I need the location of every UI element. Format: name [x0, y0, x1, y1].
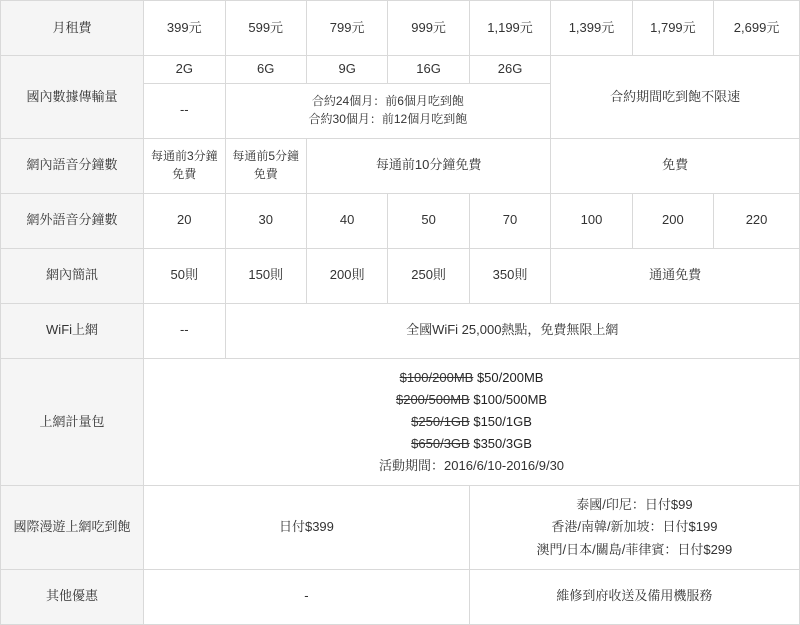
table-row: [1, 193, 800, 248]
row-label-wifi: WiFi上網: [1, 303, 144, 358]
offnet-voice-20: 20: [144, 193, 225, 248]
offnet-voice-200: 200: [632, 193, 713, 248]
table-row: [1, 1, 800, 56]
row-label-onnet-voice: 網內語音分鐘數: [1, 138, 144, 193]
data-quota-2g: 2G: [144, 56, 225, 84]
onnet-voice-free: 免費: [551, 138, 800, 193]
row-label-onnet-sms: 網內簡訊: [1, 248, 144, 303]
row-label-data-packages: 上網計量包: [1, 358, 144, 485]
package-line-500mb: [148, 389, 795, 411]
offnet-voice-50: 50: [388, 193, 469, 248]
data-packages-cell: [144, 358, 800, 485]
table-row: [1, 486, 800, 569]
package-new-price-500mb: $100/500MB: [473, 391, 548, 407]
monthly-fee-999: 999元: [388, 1, 469, 56]
table-row: [1, 303, 800, 358]
package-old-price-500mb: $200/500MB: [395, 391, 470, 407]
wifi-dash: --: [144, 303, 225, 358]
table-row: [1, 248, 800, 303]
monthly-fee-1799: 1,799元: [632, 1, 713, 56]
package-new-price-200mb: $50/200MB: [476, 369, 544, 385]
data-unlimited-note: 合約期間吃到飽不限速: [551, 56, 800, 139]
row-label-monthly-fee: 月租費: [1, 1, 144, 56]
package-line-1gb: [148, 411, 795, 433]
roaming-right-prices: [469, 486, 799, 569]
monthly-fee-1399: 1,399元: [551, 1, 632, 56]
package-line-3gb: [148, 433, 795, 455]
data-quota-9g: 9G: [306, 56, 387, 84]
package-old-price-200mb: $100/200MB: [399, 369, 474, 385]
onnet-voice-10min: 每通前10分鐘免費: [306, 138, 550, 193]
offnet-voice-40: 40: [306, 193, 387, 248]
monthly-fee-599: 599元: [225, 1, 306, 56]
package-new-price-3gb: $350/3GB: [473, 436, 532, 452]
offnet-voice-220: 220: [714, 193, 800, 248]
data-note-dash: --: [144, 83, 225, 138]
roaming-left-price: 日付$399: [144, 486, 470, 569]
data-contract-note-line2: 合約30個月：前12個月吃到飽: [308, 111, 468, 126]
onnet-sms-350: 350則: [469, 248, 550, 303]
row-label-international-roaming: 國際漫遊上網吃到飽: [1, 486, 144, 569]
row-label-domestic-data: 國內數據傳輸量: [1, 56, 144, 139]
onnet-sms-200: 200則: [306, 248, 387, 303]
offnet-voice-100: 100: [551, 193, 632, 248]
row-label-other-benefits: 其他優惠: [1, 569, 144, 624]
table-row: [1, 56, 800, 84]
onnet-sms-50: 50則: [144, 248, 225, 303]
onnet-voice-5min: 每通前5分鐘免費: [225, 138, 306, 193]
monthly-fee-799: 799元: [306, 1, 387, 56]
table-row: [1, 358, 800, 485]
onnet-sms-250: 250則: [388, 248, 469, 303]
table-row: [1, 569, 800, 624]
onnet-sms-150: 150則: [225, 248, 306, 303]
roaming-zone-3: 澳門/日本/關島/菲律賓：日付$299: [536, 541, 733, 557]
data-quota-6g: 6G: [225, 56, 306, 84]
onnet-voice-3min: 每通前3分鐘免費: [144, 138, 225, 193]
data-quota-26g: 26G: [469, 56, 550, 84]
offnet-voice-30: 30: [225, 193, 306, 248]
wifi-hotspot-note: 全國WiFi 25,000熱點，免費無限上網: [225, 303, 800, 358]
monthly-fee-399: 399元: [144, 1, 225, 56]
monthly-fee-1199: 1,199元: [469, 1, 550, 56]
package-new-price-1gb: $150/1GB: [473, 414, 532, 430]
package-line-200mb: [148, 367, 795, 389]
monthly-fee-2699: 2,699元: [714, 1, 800, 56]
package-old-price-1gb: $250/1GB: [411, 414, 470, 430]
onnet-sms-free: 通通免費: [551, 248, 800, 303]
data-contract-note: [225, 83, 551, 138]
data-quota-16g: 16G: [388, 56, 469, 84]
package-promo-period: 活動期間：2016/6/10-2016/9/30: [379, 458, 565, 474]
offnet-voice-70: 70: [469, 193, 550, 248]
roaming-zone-2: 香港/南韓/新加坡：日付$199: [551, 519, 718, 535]
other-benefits-right: 維修到府收送及備用機服務: [469, 569, 799, 624]
row-label-offnet-voice: 網外語音分鐘數: [1, 193, 144, 248]
package-old-price-3gb: $650/3GB: [411, 436, 470, 452]
other-benefits-left: -: [144, 569, 470, 624]
table-row: [1, 138, 800, 193]
roaming-zone-1: 泰國/印尼：日付$99: [576, 497, 693, 513]
data-contract-note-line1: 合約24個月：前6個月吃到飽: [311, 94, 464, 109]
